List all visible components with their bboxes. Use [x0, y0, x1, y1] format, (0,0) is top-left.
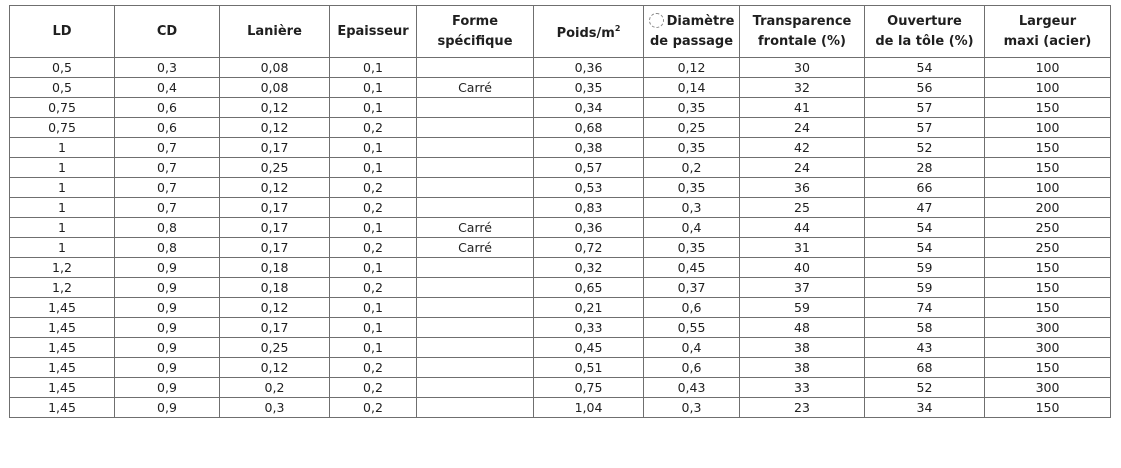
table-cell: 0,17 [220, 238, 330, 258]
table-cell [417, 258, 534, 278]
table-cell: 0,35 [534, 78, 644, 98]
table-cell: 1,04 [534, 398, 644, 418]
table-cell: 1 [10, 158, 115, 178]
table-cell: 0,35 [644, 178, 740, 198]
table-row [10, 178, 1111, 198]
table-cell: 0,9 [115, 378, 220, 398]
table-cell: 300 [985, 378, 1111, 398]
table-body [10, 58, 1111, 418]
table-row [10, 98, 1111, 118]
table-cell: 59 [865, 258, 985, 278]
table-cell: 0,35 [644, 138, 740, 158]
table-cell: 1 [10, 238, 115, 258]
table-cell: 200 [985, 198, 1111, 218]
table-cell: 100 [985, 58, 1111, 78]
table-cell: 100 [985, 78, 1111, 98]
table-cell: 0,21 [534, 298, 644, 318]
dashed-circle-icon [649, 13, 664, 28]
table-cell [417, 378, 534, 398]
table-cell: 54 [865, 238, 985, 258]
table-cell: 0,34 [534, 98, 644, 118]
table-cell: 47 [865, 198, 985, 218]
table-cell: 150 [985, 258, 1111, 278]
table-cell: 0,32 [534, 258, 644, 278]
table-cell: 0,9 [115, 318, 220, 338]
table-cell: 43 [865, 338, 985, 358]
table-cell: 0,25 [644, 118, 740, 138]
table-row [10, 338, 1111, 358]
table-cell: 0,12 [644, 58, 740, 78]
table-cell: 0,75 [10, 118, 115, 138]
table-cell: 0,2 [330, 178, 417, 198]
table-cell: 34 [865, 398, 985, 418]
header-forme-specifique: Forme spécifique [417, 6, 534, 58]
table-cell: 0,18 [220, 258, 330, 278]
table-cell: 0,9 [115, 278, 220, 298]
table-cell: 0,6 [115, 118, 220, 138]
table-cell: 150 [985, 138, 1111, 158]
table-cell: 0,7 [115, 198, 220, 218]
table-cell: 33 [740, 378, 865, 398]
table-row [10, 318, 1111, 338]
table-cell: 31 [740, 238, 865, 258]
table-cell: 0,2 [330, 378, 417, 398]
table-cell: 0,1 [330, 98, 417, 118]
table-cell: 0,12 [220, 358, 330, 378]
table-row [10, 78, 1111, 98]
table-row [10, 218, 1111, 238]
table-cell: 1,2 [10, 258, 115, 278]
table-cell: 0,8 [115, 218, 220, 238]
table-cell: 54 [865, 218, 985, 238]
table-cell: 0,33 [534, 318, 644, 338]
table-cell: 150 [985, 98, 1111, 118]
table-cell: 0,2 [330, 118, 417, 138]
header-cd: CD [115, 6, 220, 58]
table-cell: 0,43 [644, 378, 740, 398]
table-cell: 0,12 [220, 178, 330, 198]
table-cell: 1 [10, 178, 115, 198]
table-cell: 0,1 [330, 318, 417, 338]
table-cell: 0,17 [220, 198, 330, 218]
table-cell: 0,3 [644, 398, 740, 418]
table-cell: 37 [740, 278, 865, 298]
table-cell: 0,9 [115, 298, 220, 318]
table-row [10, 158, 1111, 178]
table-cell: 0,1 [330, 218, 417, 238]
table-cell: 44 [740, 218, 865, 238]
table-cell: 24 [740, 158, 865, 178]
table-cell: 30 [740, 58, 865, 78]
table-cell: 0,57 [534, 158, 644, 178]
table-cell: 0,18 [220, 278, 330, 298]
table-cell [417, 58, 534, 78]
table-row [10, 198, 1111, 218]
table-cell: 0,4 [644, 338, 740, 358]
table-cell [417, 298, 534, 318]
table-cell: 0,36 [534, 58, 644, 78]
header-poids: Poids/$m^2$ [534, 6, 644, 58]
header-row [10, 6, 1111, 58]
table-cell: 0,3 [115, 58, 220, 78]
table-cell: 38 [740, 358, 865, 378]
table-cell: 59 [865, 278, 985, 298]
table-row [10, 258, 1111, 278]
table-cell: 0,6 [115, 98, 220, 118]
table-cell: Carré [417, 78, 534, 98]
table-cell: 0,72 [534, 238, 644, 258]
table-cell [417, 398, 534, 418]
table-cell: 0,2 [220, 378, 330, 398]
table-cell: 0,35 [644, 238, 740, 258]
header-epaisseur: Epaisseur [330, 6, 417, 58]
table-cell: 0,17 [220, 218, 330, 238]
table-row [10, 238, 1111, 258]
table-cell: 0,35 [644, 98, 740, 118]
table-row [10, 118, 1111, 138]
table-cell: 0,1 [330, 158, 417, 178]
table-cell: 0,25 [220, 338, 330, 358]
table-cell: 0,1 [330, 258, 417, 278]
table-cell [417, 158, 534, 178]
table-cell: 150 [985, 398, 1111, 418]
table-cell: 150 [985, 278, 1111, 298]
table-cell: 150 [985, 298, 1111, 318]
table-cell: 25 [740, 198, 865, 218]
table-cell [417, 98, 534, 118]
table-cell: 0,17 [220, 138, 330, 158]
table-cell: 0,6 [644, 298, 740, 318]
header-diametre-passage: Diamètre de passage [644, 6, 740, 58]
table-cell: 0,3 [644, 198, 740, 218]
table-cell: 0,12 [220, 98, 330, 118]
table-cell: 0,2 [644, 158, 740, 178]
table-cell: 58 [865, 318, 985, 338]
table-cell: 0,2 [330, 238, 417, 258]
table-cell [417, 338, 534, 358]
table-cell: 0,3 [220, 398, 330, 418]
table-container [9, 5, 1111, 418]
table-cell: 28 [865, 158, 985, 178]
table-cell: 0,5 [10, 58, 115, 78]
table-cell: 0,9 [115, 258, 220, 278]
table-cell [417, 198, 534, 218]
table-cell [417, 118, 534, 138]
table-cell: 0,1 [330, 58, 417, 78]
table-cell: 250 [985, 238, 1111, 258]
table-cell: 0,1 [330, 138, 417, 158]
table-cell: 1,45 [10, 318, 115, 338]
table-cell: 57 [865, 98, 985, 118]
table-cell: 68 [865, 358, 985, 378]
table-cell: 1,2 [10, 278, 115, 298]
table-cell: 0,12 [220, 118, 330, 138]
table-cell [417, 318, 534, 338]
table-cell: 59 [740, 298, 865, 318]
table-cell: 0,65 [534, 278, 644, 298]
header-ouverture-tole: Ouverture de la tôle (%) [865, 6, 985, 58]
table-cell: 1,45 [10, 338, 115, 358]
table-cell: 0,4 [644, 218, 740, 238]
table-cell: 0,2 [330, 398, 417, 418]
table-cell: 66 [865, 178, 985, 198]
table-cell: 0,7 [115, 138, 220, 158]
table-cell: 0,12 [220, 298, 330, 318]
table-cell [417, 278, 534, 298]
table-cell: 0,53 [534, 178, 644, 198]
table-row [10, 278, 1111, 298]
table-cell: 1 [10, 198, 115, 218]
table-cell: 0,36 [534, 218, 644, 238]
table-cell: Carré [417, 218, 534, 238]
table-cell: 0,08 [220, 78, 330, 98]
table-cell: 0,9 [115, 398, 220, 418]
table-row [10, 298, 1111, 318]
table-cell [417, 178, 534, 198]
table-cell: 0,38 [534, 138, 644, 158]
table-cell: 150 [985, 158, 1111, 178]
table-cell: 0,6 [644, 358, 740, 378]
table-cell: 57 [865, 118, 985, 138]
table-cell: 0,17 [220, 318, 330, 338]
table-cell: 0,83 [534, 198, 644, 218]
table-cell: 74 [865, 298, 985, 318]
table-cell: 38 [740, 338, 865, 358]
table-cell: 41 [740, 98, 865, 118]
table-cell: 42 [740, 138, 865, 158]
table-cell: 52 [865, 138, 985, 158]
table-cell: 0,2 [330, 278, 417, 298]
table-cell: 100 [985, 118, 1111, 138]
table-cell: 300 [985, 318, 1111, 338]
table-cell: 0,1 [330, 338, 417, 358]
perforated-sheet-spec-table [9, 5, 1111, 418]
table-cell: 23 [740, 398, 865, 418]
table-cell: 24 [740, 118, 865, 138]
header-largeur-maxi: Largeur maxi (acier) [985, 6, 1111, 58]
table-cell: 0,2 [330, 358, 417, 378]
table-cell: 0,45 [534, 338, 644, 358]
table-row [10, 358, 1111, 378]
header-ld: LD [10, 6, 115, 58]
table-row [10, 378, 1111, 398]
table-cell: 1,45 [10, 298, 115, 318]
header-laniere: Lanière [220, 6, 330, 58]
table-cell: 32 [740, 78, 865, 98]
table-cell: 1 [10, 138, 115, 158]
table-cell: 150 [985, 358, 1111, 378]
table-cell: 0,7 [115, 158, 220, 178]
table-cell: 52 [865, 378, 985, 398]
table-cell: 0,5 [10, 78, 115, 98]
table-cell: 0,1 [330, 298, 417, 318]
table-cell [417, 358, 534, 378]
table-cell: 0,08 [220, 58, 330, 78]
table-cell: 36 [740, 178, 865, 198]
table-cell: 0,2 [330, 198, 417, 218]
table-cell: 56 [865, 78, 985, 98]
table-cell: 0,8 [115, 238, 220, 258]
table-row [10, 138, 1111, 158]
table-cell: 0,7 [115, 178, 220, 198]
table-cell: 1,45 [10, 378, 115, 398]
table-cell: Carré [417, 238, 534, 258]
table-row [10, 58, 1111, 78]
table-cell: 300 [985, 338, 1111, 358]
table-cell: 0,45 [644, 258, 740, 278]
table-cell: 54 [865, 58, 985, 78]
table-cell: 40 [740, 258, 865, 278]
table-cell [417, 138, 534, 158]
table-cell: 0,9 [115, 358, 220, 378]
table-cell: 100 [985, 178, 1111, 198]
table-cell: 0,1 [330, 78, 417, 98]
table-cell: 0,75 [534, 378, 644, 398]
header-transparence-frontale: Transparence frontale (%) [740, 6, 865, 58]
table-cell: 0,9 [115, 338, 220, 358]
table-cell: 0,25 [220, 158, 330, 178]
table-row [10, 398, 1111, 418]
table-cell: 1,45 [10, 358, 115, 378]
table-cell: 48 [740, 318, 865, 338]
table-cell: 0,51 [534, 358, 644, 378]
table-cell: 0,55 [644, 318, 740, 338]
table-cell: 0,75 [10, 98, 115, 118]
table-cell: 0,37 [644, 278, 740, 298]
table-cell: 0,14 [644, 78, 740, 98]
table-cell: 250 [985, 218, 1111, 238]
table-cell: 1 [10, 218, 115, 238]
table-cell: 0,68 [534, 118, 644, 138]
table-cell: 0,4 [115, 78, 220, 98]
table-cell: 1,45 [10, 398, 115, 418]
